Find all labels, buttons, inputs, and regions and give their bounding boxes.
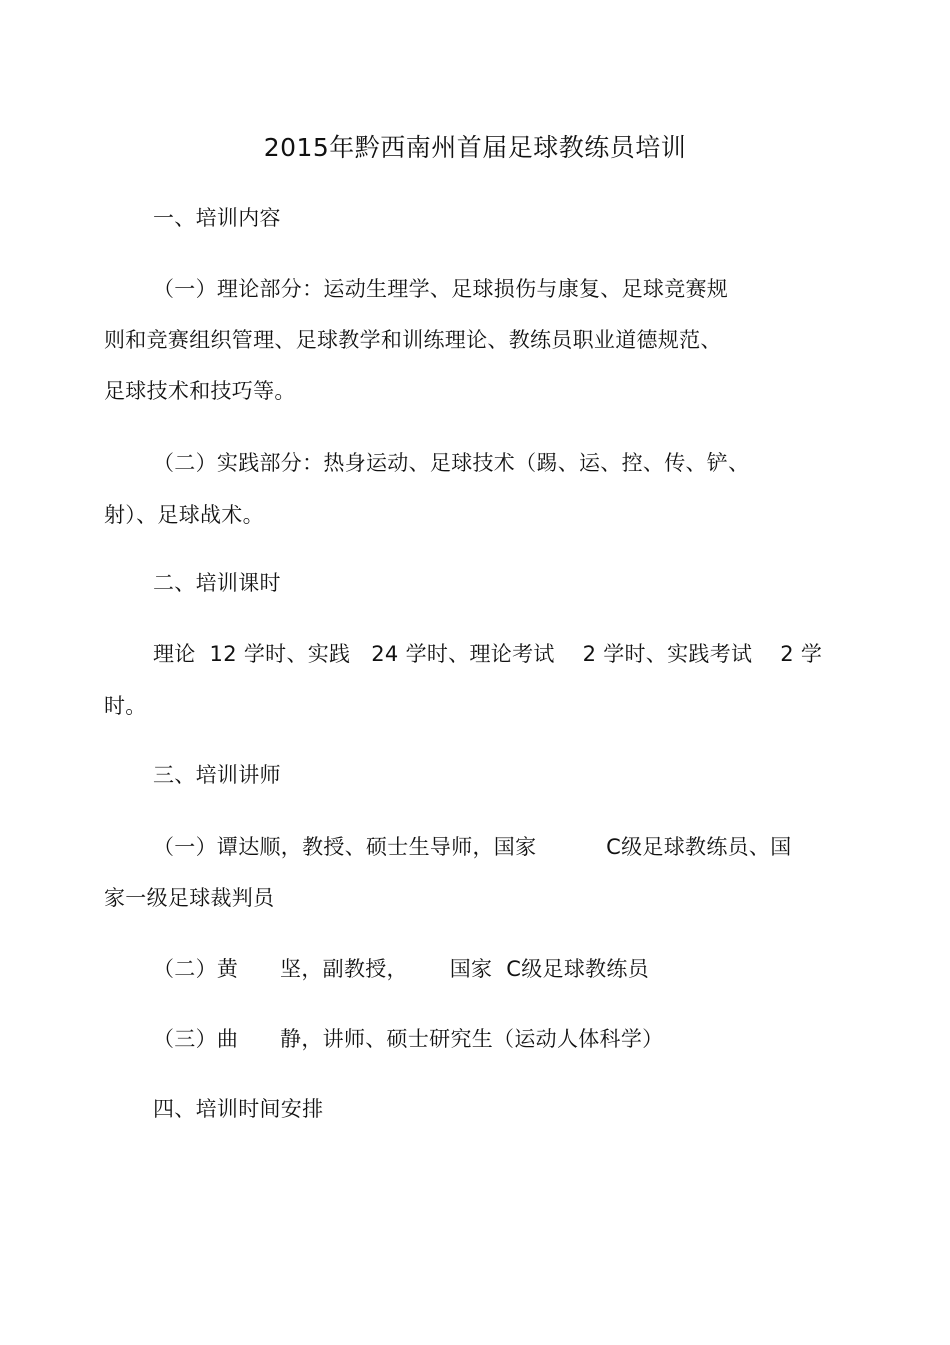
hours-paragraph-line-2: 时。 <box>104 694 147 718</box>
theory-paragraph-line-1: （一）理论部分：运动生理学、足球损伤与康复、足球竞赛规 <box>153 277 729 301</box>
theory-paragraph-line-2: 则和竞赛组织管理、足球教学和训练理论、教练员职业道德规范、 <box>104 328 722 352</box>
document-title: 2015年黔西南州首届足球教练员培训 <box>263 133 687 162</box>
hours-paragraph-line-1: 理论 12 学时、实践 24 学时、理论考试 2 学时、实践考试 2 学 <box>153 642 823 666</box>
lecturer-2: （二）黄 坚，副教授， 国家 C级足球教练员 <box>153 957 650 981</box>
section-heading-hours: 二、培训课时 <box>153 571 281 595</box>
practice-paragraph-line-2: 射）、足球战术。 <box>104 503 264 527</box>
section-heading-lecturers: 三、培训讲师 <box>153 763 281 787</box>
practice-paragraph-line-1: （二）实践部分：热身运动、足球技术（踢、运、控、传、铲、 <box>153 451 750 475</box>
section-heading-schedule: 四、培训时间安排 <box>153 1097 324 1121</box>
lecturer-1-line-1: （一）谭达顺，教授、硕士生导师，国家 C级足球教练员、国 <box>153 835 792 859</box>
section-heading-content: 一、培训内容 <box>153 206 281 230</box>
theory-paragraph-line-3: 足球技术和技巧等。 <box>104 379 296 403</box>
lecturer-1-line-2: 家一级足球裁判员 <box>104 886 275 910</box>
lecturer-3: （三）曲 静，讲师、硕士研究生（运动人体科学） <box>153 1027 664 1051</box>
